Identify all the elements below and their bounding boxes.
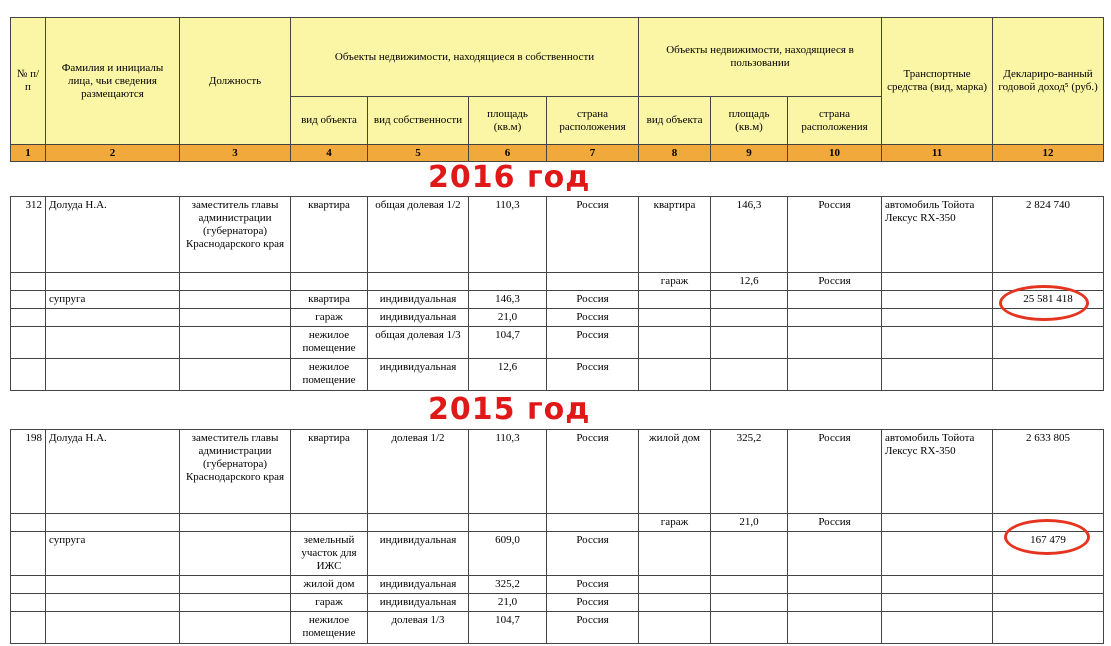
table-2015 — [10, 429, 1104, 644]
cell-ownership-kind: индивидуальная — [368, 576, 469, 594]
cell-row-num — [11, 309, 46, 327]
cell-row-num — [11, 594, 46, 612]
col-number: 10 — [788, 145, 882, 162]
cell-row-num — [11, 327, 46, 359]
cell-used-country — [788, 532, 882, 576]
col-number: 6 — [469, 145, 547, 162]
cell-owned-country: Россия — [547, 327, 639, 359]
cell-used-country: Россия — [788, 197, 882, 273]
header-sub-area: площадь (кв.м) — [469, 97, 547, 145]
table-row — [11, 309, 1104, 327]
cell-vehicle — [882, 576, 993, 594]
cell-used-country — [788, 327, 882, 359]
cell-ownership-kind — [368, 514, 469, 532]
cell-used-area — [711, 612, 788, 644]
cell-used-country — [788, 291, 882, 309]
table-2016 — [10, 196, 1104, 391]
cell-ownership-kind: общая долевая 1/2 — [368, 197, 469, 273]
cell-owned-area: 325,2 — [469, 576, 547, 594]
cell-row-num — [11, 532, 46, 576]
cell-income: 2 633 805 — [993, 430, 1104, 514]
cell-row-num — [11, 291, 46, 309]
col-number: 11 — [882, 145, 993, 162]
cell-used-country — [788, 594, 882, 612]
cell-vehicle — [882, 532, 993, 576]
cell-owned-type: жилой дом — [291, 576, 368, 594]
cell-used-country: Россия — [788, 514, 882, 532]
cell-owned-country: Россия — [547, 594, 639, 612]
cell-owned-type: гараж — [291, 309, 368, 327]
cell-used-country: Россия — [788, 273, 882, 291]
cell-owned-area — [469, 514, 547, 532]
cell-position — [180, 309, 291, 327]
cell-row-num — [11, 612, 46, 644]
cell-row-num — [11, 514, 46, 532]
cell-income: 25 581 418 — [993, 291, 1104, 309]
cell-position — [180, 291, 291, 309]
col-number: 4 — [291, 145, 368, 162]
table-row — [11, 197, 1104, 273]
cell-person-name — [46, 273, 180, 291]
cell-used-area — [711, 327, 788, 359]
cell-used-type — [639, 309, 711, 327]
cell-row-num — [11, 359, 46, 391]
cell-owned-type: квартира — [291, 430, 368, 514]
cell-owned-country: Россия — [547, 291, 639, 309]
cell-ownership-kind: долевая 1/3 — [368, 612, 469, 644]
table-row — [11, 359, 1104, 391]
cell-position: заместитель главы администрации (губернатора) Краснодарского края — [180, 430, 291, 514]
cell-owned-type: нежилое помещение — [291, 327, 368, 359]
cell-owned-country: Россия — [547, 309, 639, 327]
table-row — [11, 430, 1104, 514]
header-group-owned: Объекты недвижимости, находящиеся в собственности — [291, 18, 639, 97]
cell-person-name — [46, 309, 180, 327]
cell-vehicle — [882, 327, 993, 359]
cell-ownership-kind: индивидуальная — [368, 359, 469, 391]
table-row — [11, 514, 1104, 532]
cell-owned-country: Россия — [547, 612, 639, 644]
header-sub-country-used: страна расположения — [788, 97, 882, 145]
cell-person-name — [46, 612, 180, 644]
header-sub-area-used: площадь (кв.м) — [711, 97, 788, 145]
cell-owned-country — [547, 514, 639, 532]
cell-used-type: гараж — [639, 273, 711, 291]
cell-owned-area: 146,3 — [469, 291, 547, 309]
cell-owned-country: Россия — [547, 197, 639, 273]
col-number: 1 — [11, 145, 46, 162]
cell-person-name — [46, 514, 180, 532]
cell-vehicle — [882, 291, 993, 309]
cell-ownership-kind: долевая 1/2 — [368, 430, 469, 514]
cell-vehicle: автомобиль Тойота Лексус RX-350 — [882, 430, 993, 514]
col-number: 5 — [368, 145, 469, 162]
cell-position — [180, 576, 291, 594]
cell-owned-country — [547, 273, 639, 291]
cell-owned-type: гараж — [291, 594, 368, 612]
cell-owned-type: нежилое помещение — [291, 612, 368, 644]
cell-position — [180, 612, 291, 644]
header-col-vehicles: Транспортные средства (вид, марка) — [882, 18, 993, 145]
cell-used-country — [788, 359, 882, 391]
cell-income — [993, 576, 1104, 594]
cell-owned-type — [291, 273, 368, 291]
col-number: 12 — [993, 145, 1104, 162]
cell-vehicle — [882, 273, 993, 291]
cell-person-name: Долуда Н.А. — [46, 430, 180, 514]
cell-vehicle: автомобиль Тойота Лексус RX-350 — [882, 197, 993, 273]
cell-owned-country: Россия — [547, 359, 639, 391]
table-row — [11, 576, 1104, 594]
cell-owned-area: 21,0 — [469, 309, 547, 327]
cell-used-area — [711, 309, 788, 327]
cell-owned-type: квартира — [291, 291, 368, 309]
cell-used-country — [788, 612, 882, 644]
cell-position: заместитель главы администрации (губернатора) Краснодарского края — [180, 197, 291, 273]
cell-used-type — [639, 532, 711, 576]
table-row — [11, 291, 1104, 309]
cell-person-name — [46, 359, 180, 391]
highlight-oval-2015-income — [1004, 519, 1090, 555]
cell-person-name: Долуда Н.А. — [46, 197, 180, 273]
cell-income — [993, 612, 1104, 644]
cell-used-area — [711, 576, 788, 594]
cell-row-num: 312 — [11, 197, 46, 273]
cell-ownership-kind: индивидуальная — [368, 532, 469, 576]
cell-owned-area: 104,7 — [469, 612, 547, 644]
cell-used-area — [711, 359, 788, 391]
cell-person-name: супруга — [46, 532, 180, 576]
header-sub-country: страна расположения — [547, 97, 639, 145]
table-row — [11, 327, 1104, 359]
col-number: 7 — [547, 145, 639, 162]
cell-owned-type — [291, 514, 368, 532]
cell-owned-country: Россия — [547, 430, 639, 514]
cell-owned-area: 110,3 — [469, 197, 547, 273]
header-col-income: Деклариро-ванный годовой доход⁵ (руб.) — [993, 18, 1104, 145]
highlight-oval-2016-income — [999, 285, 1089, 321]
cell-vehicle — [882, 309, 993, 327]
cell-person-name — [46, 576, 180, 594]
col-number: 9 — [711, 145, 788, 162]
cell-vehicle — [882, 612, 993, 644]
table-row — [11, 594, 1104, 612]
cell-ownership-kind — [368, 273, 469, 291]
cell-position — [180, 359, 291, 391]
cell-owned-country: Россия — [547, 576, 639, 594]
cell-used-area: 21,0 — [711, 514, 788, 532]
cell-used-type — [639, 594, 711, 612]
cell-used-type — [639, 359, 711, 391]
table-row — [11, 612, 1104, 644]
cell-used-area: 325,2 — [711, 430, 788, 514]
cell-person-name: супруга — [46, 291, 180, 309]
cell-person-name — [46, 594, 180, 612]
header-col-num: № п/п — [11, 18, 46, 145]
cell-ownership-kind: индивидуальная — [368, 594, 469, 612]
cell-used-type: квартира — [639, 197, 711, 273]
cell-owned-area: 12,6 — [469, 359, 547, 391]
cell-vehicle — [882, 594, 993, 612]
cell-used-country — [788, 309, 882, 327]
cell-vehicle — [882, 359, 993, 391]
header-col-position: Должность — [180, 18, 291, 145]
year-label-2016: 2016 год — [428, 160, 591, 195]
header-col-name: Фамилия и инициалы лица, чьи сведения размещаются — [46, 18, 180, 145]
cell-income — [993, 327, 1104, 359]
cell-income — [993, 594, 1104, 612]
table-row — [11, 532, 1104, 576]
cell-row-num — [11, 273, 46, 291]
header-group-used: Объекты недвижимости, находящиеся в пользовании — [639, 18, 882, 97]
cell-used-area — [711, 291, 788, 309]
cell-position — [180, 594, 291, 612]
cell-row-num — [11, 576, 46, 594]
year-label-2015: 2015 год — [428, 392, 591, 427]
cell-owned-area: 21,0 — [469, 594, 547, 612]
cell-used-area: 146,3 — [711, 197, 788, 273]
cell-used-type — [639, 327, 711, 359]
cell-used-type — [639, 612, 711, 644]
cell-used-type: гараж — [639, 514, 711, 532]
cell-position — [180, 327, 291, 359]
cell-income: 167 479 — [993, 532, 1104, 576]
cell-row-num: 198 — [11, 430, 46, 514]
cell-income — [993, 359, 1104, 391]
cell-vehicle — [882, 514, 993, 532]
col-number: 8 — [639, 145, 711, 162]
cell-ownership-kind: индивидуальная — [368, 309, 469, 327]
cell-position — [180, 273, 291, 291]
cell-owned-type: квартира — [291, 197, 368, 273]
cell-owned-country: Россия — [547, 532, 639, 576]
header-sub-type-used: вид объекта — [639, 97, 711, 145]
cell-used-country — [788, 576, 882, 594]
cell-ownership-kind: индивидуальная — [368, 291, 469, 309]
cell-used-type — [639, 291, 711, 309]
col-number: 3 — [180, 145, 291, 162]
cell-used-area — [711, 532, 788, 576]
cell-owned-type: нежилое помещение — [291, 359, 368, 391]
cell-owned-type: земельный участок для ИЖС — [291, 532, 368, 576]
cell-owned-area: 609,0 — [469, 532, 547, 576]
cell-ownership-kind: общая долевая 1/3 — [368, 327, 469, 359]
cell-position — [180, 532, 291, 576]
table-row — [11, 273, 1104, 291]
cell-used-area: 12,6 — [711, 273, 788, 291]
header-sub-ownership: вид собственности — [368, 97, 469, 145]
cell-income: 2 824 740 — [993, 197, 1104, 273]
cell-used-country: Россия — [788, 430, 882, 514]
cell-owned-area: 110,3 — [469, 430, 547, 514]
cell-person-name — [46, 327, 180, 359]
cell-position — [180, 514, 291, 532]
col-number: 2 — [46, 145, 180, 162]
cell-used-type: жилой дом — [639, 430, 711, 514]
cell-owned-area: 104,7 — [469, 327, 547, 359]
cell-owned-area — [469, 273, 547, 291]
cell-used-area — [711, 594, 788, 612]
header-sub-type: вид объекта — [291, 97, 368, 145]
cell-used-type — [639, 576, 711, 594]
header-table — [10, 17, 1104, 162]
